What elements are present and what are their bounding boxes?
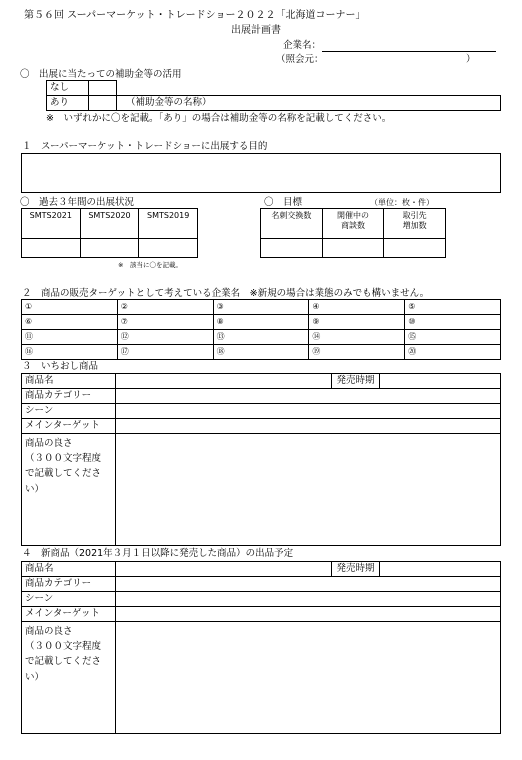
recommend-target-field[interactable]: [116, 419, 501, 434]
target-cell-9[interactable]: ⑨: [309, 315, 405, 330]
recommend-scene-label: シーン: [22, 404, 116, 419]
company-label: 企業名：: [283, 40, 322, 51]
subsidy-none-label: なし: [47, 81, 89, 96]
target-cell-8[interactable]: ⑧: [213, 315, 309, 330]
subsidy-table: [46, 80, 501, 111]
newproduct-table: [21, 561, 501, 734]
goal-col-new-clients: [384, 209, 446, 239]
goal-col-negotiations: [322, 209, 384, 239]
newproduct-merit-l3: で記載してくださ: [25, 656, 102, 668]
goal-table: [260, 208, 446, 258]
subsidy-name-field[interactable]: [117, 96, 501, 111]
goal-col-new-clients-l2: 増加数: [402, 221, 427, 230]
subsidy-name-note: （補助金等の名称）: [126, 97, 212, 109]
recommend-merit-l1: 商品の良さ: [25, 438, 73, 449]
newproduct-release-field[interactable]: [380, 562, 501, 577]
newproduct-scene-field[interactable]: [116, 592, 501, 607]
recommend-target-label: メインターゲット: [22, 419, 116, 434]
target-cell-6[interactable]: ⑥: [22, 315, 118, 330]
recommend-merit-l3: で記載してくださ: [25, 468, 102, 480]
goal-value-business-cards[interactable]: [261, 239, 323, 258]
targets-table: [21, 299, 501, 360]
newproduct-category-label: 商品カテゴリー: [22, 577, 116, 592]
recommend-table: [21, 373, 501, 546]
target-cell-3[interactable]: ③: [213, 300, 309, 315]
target-cell-16[interactable]: ⑯: [22, 345, 118, 360]
past-col-2021: SMTS2021: [22, 209, 81, 239]
newproduct-merit-l2: （３００文字程度: [25, 641, 102, 653]
subsidy-yes-label: あり: [47, 96, 89, 111]
newproduct-heading: ４ 新商品（2021年３月１日以降に発売した商品）の出品予定: [22, 548, 294, 559]
purpose-heading: １ スーパーマーケット・トレードショーに出展する目的: [22, 141, 268, 152]
target-cell-12[interactable]: ⑫: [117, 330, 213, 345]
goal-value-negotiations[interactable]: [322, 239, 384, 258]
target-cell-4[interactable]: ④: [309, 300, 405, 315]
newproduct-category-field[interactable]: [116, 577, 501, 592]
purpose-field[interactable]: [21, 153, 501, 193]
newproduct-product-label: 商品名: [22, 562, 116, 577]
ref-close: ）: [466, 54, 476, 65]
goal-unit: （単位：枚・件）: [370, 198, 434, 207]
recommend-category-field[interactable]: [116, 389, 501, 404]
newproduct-target-field[interactable]: [116, 607, 501, 622]
target-cell-19[interactable]: ⑲: [309, 345, 405, 360]
newproduct-release-label: 発売時期: [332, 562, 380, 577]
recommend-merit-l4: い）: [25, 483, 45, 495]
target-cell-5[interactable]: ⑤: [405, 300, 501, 315]
newproduct-merit-label: [22, 622, 116, 734]
target-cell-10[interactable]: ⑩: [405, 315, 501, 330]
subsidy-heading: 〇 出展に当たっての補助金等の活用: [20, 69, 182, 80]
ref-label: （照会元：: [276, 54, 324, 65]
recommend-merit-field[interactable]: [116, 434, 501, 546]
company-field[interactable]: [322, 51, 496, 52]
target-cell-20[interactable]: ⑳: [405, 345, 501, 360]
past-note: ※ 該当に〇を記載。: [118, 261, 182, 269]
subsidy-none-blank: [117, 81, 501, 96]
newproduct-merit-field[interactable]: [116, 622, 501, 734]
goal-value-new-clients[interactable]: [384, 239, 446, 258]
goal-col-business-cards: 名刺交換数: [261, 209, 323, 239]
newproduct-scene-label: シーン: [22, 592, 116, 607]
target-cell-18[interactable]: ⑱: [213, 345, 309, 360]
goal-col-negotiations-l2: 商談数: [340, 221, 365, 230]
target-cell-13[interactable]: ⑬: [213, 330, 309, 345]
targets-heading: ２ 商品の販売ターゲットとして考えている企業名 ※新規の場合は業態のみでも構いません。: [22, 288, 430, 299]
subsidy-yes-mark[interactable]: [89, 96, 117, 111]
recommend-category-label: 商品カテゴリー: [22, 389, 116, 404]
newproduct-target-label: メインターゲット: [22, 607, 116, 622]
recommend-release-field[interactable]: [380, 374, 501, 389]
document-subtitle: 出展計画書: [231, 25, 281, 36]
recommend-product-field[interactable]: [116, 374, 332, 389]
subsidy-none-mark[interactable]: [89, 81, 117, 96]
past-mark-2020[interactable]: [80, 239, 139, 258]
past-mark-2021[interactable]: [22, 239, 81, 258]
subsidy-note: ※ いずれかに〇を記載。「あり」の場合は補助金等の名称を記載してください。: [46, 113, 392, 124]
target-cell-11[interactable]: ⑪: [22, 330, 118, 345]
past-mark-2019[interactable]: [139, 239, 198, 258]
target-cell-17[interactable]: ⑰: [117, 345, 213, 360]
past-col-2020: SMTS2020: [80, 209, 139, 239]
recommend-merit-l2: （３００文字程度: [25, 453, 102, 465]
goal-heading: 〇 目標: [264, 197, 303, 208]
past-heading: 〇 過去３年間の出展状況: [20, 197, 135, 208]
newproduct-product-field[interactable]: [116, 562, 332, 577]
past-table: [21, 208, 198, 258]
target-cell-2[interactable]: ②: [117, 300, 213, 315]
goal-col-new-clients-l1: 取引先: [402, 211, 427, 220]
recommend-scene-field[interactable]: [116, 404, 501, 419]
recommend-release-label: 発売時期: [332, 374, 380, 389]
recommend-heading: ３ いちおし商品: [22, 361, 99, 372]
goal-col-negotiations-l1: 開催中の: [336, 211, 369, 220]
target-cell-15[interactable]: ⑮: [405, 330, 501, 345]
document-title: 第５６回 スーパーマーケット・トレードショー２０２２「北海道コーナー」: [24, 10, 366, 21]
newproduct-merit-l4: い）: [25, 671, 45, 683]
target-cell-7[interactable]: ⑦: [117, 315, 213, 330]
recommend-product-label: 商品名: [22, 374, 116, 389]
target-cell-1[interactable]: ①: [22, 300, 118, 315]
target-cell-14[interactable]: ⑭: [309, 330, 405, 345]
newproduct-merit-l1: 商品の良さ: [25, 626, 73, 637]
recommend-merit-label: [22, 434, 116, 546]
past-col-2019: SMTS2019: [139, 209, 198, 239]
